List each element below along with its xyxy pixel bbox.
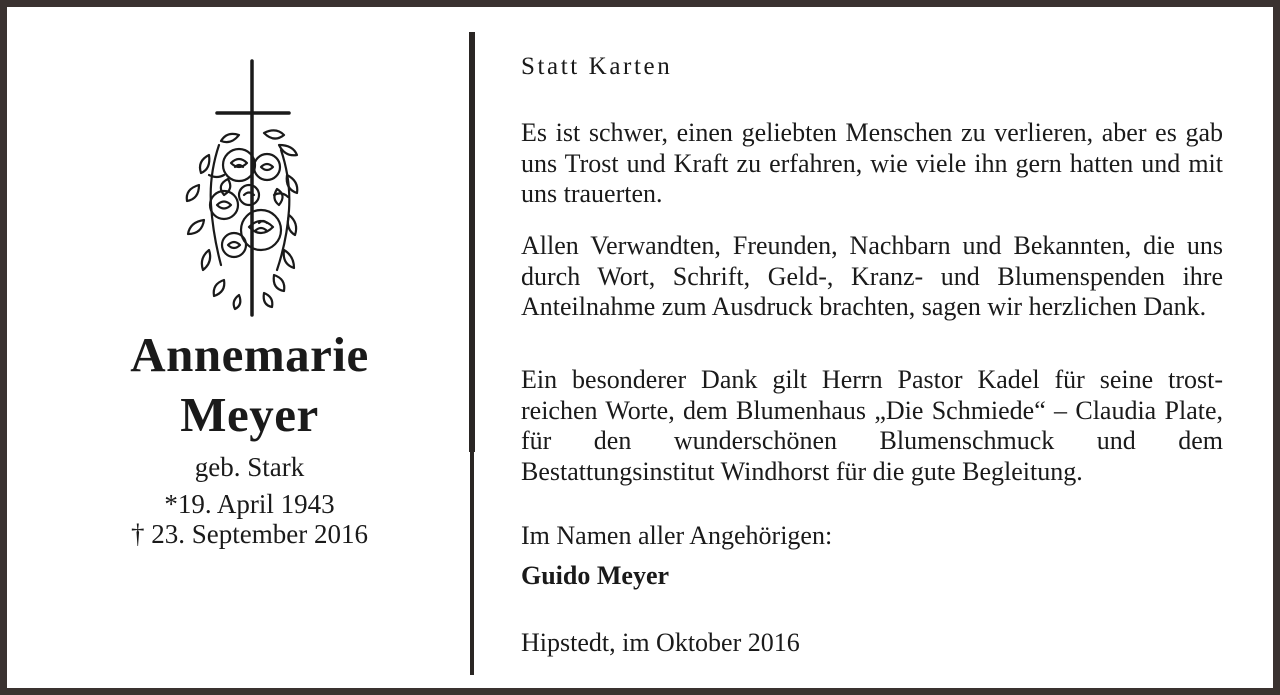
notice-heading: Statt Karten (521, 53, 673, 80)
signer-name: Guido Meyer (521, 561, 670, 590)
notice-paragraph: Allen Verwandten, Freunden, Nachbarn und Bekannten, die uns durch Wort, Schrift, Geld-, Kranz- und Blumenspenden ihre Anteilnahme zum Ausdruck brachten, sagen wir herzlichen Dank. (521, 231, 1223, 321)
deceased-first-name: Annemarie (130, 327, 369, 382)
notice-paragraph: Es ist schwer, einen geliebten Menschen zu verlieren, aber es gab uns Trost und Kraft zu erfahren, wie viele ihn gern hatten und mit uns trauerten. (521, 118, 1223, 208)
closing-line: Im Namen aller Angehörigen: (521, 521, 833, 550)
maiden-name: geb. Stark (194, 452, 305, 482)
deceased-last-name: Meyer (180, 387, 319, 442)
column-divider (470, 32, 474, 675)
place-date: Hipstedt, im Oktober 2016 (521, 628, 800, 657)
death-date: † 23. September 2016 (131, 519, 368, 549)
notice-paragraph: Ein besonderer Dank gilt Herrn Pastor Kadel für seine trost-reichen Worte, dem Blumenhaus „Die Schmiede“ – Claudia Plate, für den wunderschönen Blumenschmuck und dem Bestattungsinstitut Windhorst für die gute Begleitung. (521, 365, 1223, 486)
birth-date: *19. April 1943 (164, 489, 335, 519)
cross-with-roses-icon (179, 55, 305, 320)
